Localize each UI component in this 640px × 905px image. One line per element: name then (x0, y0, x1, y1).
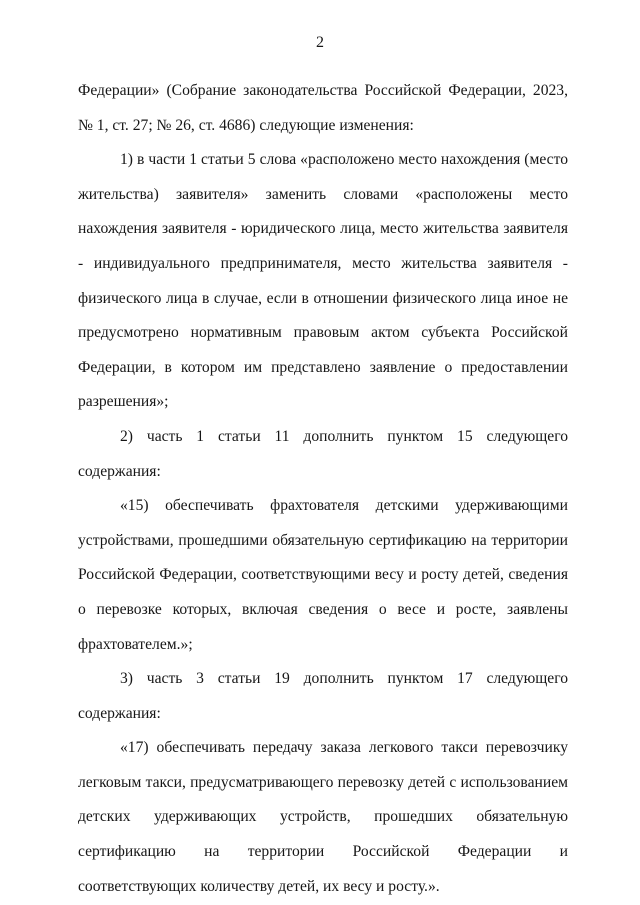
paragraph-item-3: 3) часть 3 статьи 19 дополнить пунктом 17 следующего содержания: (78, 670, 568, 722)
page-number: 2 (316, 34, 324, 51)
paragraph-point-15: «15) обеспечивать фрахтователя детскими удерживающими устройствами, прошедшими обязательную сертификацию на территории Российской Федерации, соответствующими весу и росту детей, сведения о перевозке которых, включая сведения о весе и росте, заявлены фрахтователем.»; (78, 497, 568, 653)
paragraph-item-2: 2) часть 1 статьи 11 дополнить пунктом 15 следующего содержания: (78, 427, 568, 480)
paragraph-intro: Федерации» (Собрание законодательства Российской Федерации, 2023, № 1, ст. 27; № 26, ст. 4686) следующие изменения: (78, 82, 568, 134)
paragraph-item-1: 1) в части 1 статьи 5 слова «расположено место нахождения (место жительства) заявителя» заменить словами «расположены место нахождения заявителя - юридического лица, место жительства заявителя - индивидуального предпринимателя, место жительства заявителя - физического лица в случае, если в отношении физического лица иное не предусмотрено нормативным правовым актом субъекта Российской Федерации, в котором им представлено заявление о предоставлении разрешения»; (78, 151, 568, 411)
document-body (78, 74, 568, 904)
paragraph-point-17: «17) обеспечивать передачу заказа легкового такси перевозчику легковым такси, предусматривающего перевозку детей с использованием детских удерживающих устройств, прошедших обязательную сертификацию на территории Российской Федерации и соответствующих количеству детей, их весу и росту.». (78, 739, 568, 895)
